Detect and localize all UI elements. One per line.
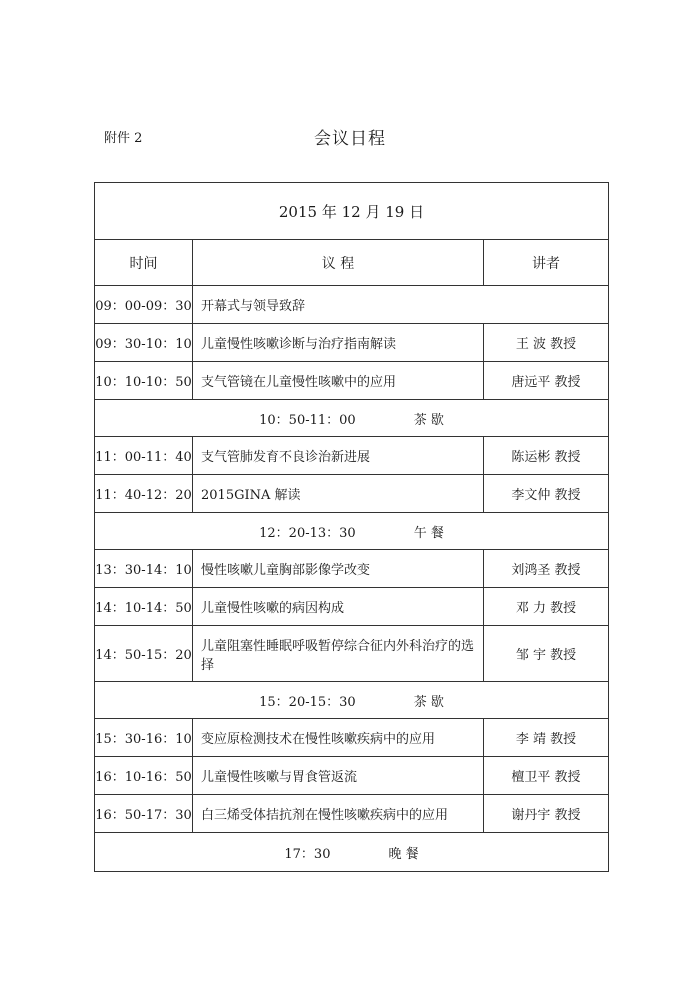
- row-speaker: 檀卫平 教授: [484, 757, 609, 795]
- row-topic: 儿童慢性咳嗽诊断与治疗指南解读: [193, 324, 484, 362]
- table-row: [95, 475, 609, 513]
- row-topic: 2015GINA 解读: [193, 475, 484, 513]
- break-row: [95, 513, 609, 550]
- row-time: 16：50-17：30: [95, 795, 193, 833]
- break-row: [95, 682, 609, 719]
- row-speaker: 王 波 教授: [484, 324, 609, 362]
- row-speaker: 李 靖 教授: [484, 719, 609, 757]
- row-topic: 慢性咳嗽儿童胸部影像学改变: [193, 550, 484, 588]
- table-row: [95, 362, 609, 400]
- row-speaker: 刘鸿圣 教授: [484, 550, 609, 588]
- table-row: [95, 795, 609, 833]
- header-agenda: 议 程: [193, 240, 484, 286]
- row-time: 15：30-16：10: [95, 719, 193, 757]
- row-speaker: 唐远平 教授: [484, 362, 609, 400]
- row-topic: 开幕式与领导致辞: [193, 286, 609, 324]
- row-topic: 变应原检测技术在慢性咳嗽疾病中的应用: [193, 719, 484, 757]
- header-speaker: 讲者: [484, 240, 609, 286]
- table-row: [95, 286, 609, 324]
- table-row: [95, 550, 609, 588]
- row-speaker: 谢丹宇 教授: [484, 795, 609, 833]
- break-time: 10：50-11：00: [259, 412, 356, 428]
- header-row: [95, 240, 609, 286]
- row-time: 09：30-10：10: [95, 324, 193, 362]
- break-time: 15：20-15：30: [259, 694, 356, 710]
- break-time: 17：30: [284, 846, 331, 862]
- table-row: [95, 719, 609, 757]
- row-time: 09：00-09：30: [95, 286, 193, 324]
- table-row: [95, 324, 609, 362]
- row-speaker: 邹 宇 教授: [484, 626, 609, 682]
- break-label: 茶 歇: [413, 412, 444, 428]
- break-time: 12：20-13：30: [259, 525, 356, 541]
- row-time: 13：30-14：10: [95, 550, 193, 588]
- row-time: 10：10-10：50: [95, 362, 193, 400]
- schedule-date: 2015 年 12 月 19 日: [95, 183, 609, 240]
- table-row: [95, 437, 609, 475]
- row-topic: 儿童阻塞性睡眠呼吸暂停综合征内外科治疗的选择: [193, 626, 484, 682]
- page-title: 会议日程: [314, 129, 386, 149]
- row-time: 14：10-14：50: [95, 588, 193, 626]
- schedule-table: [94, 182, 609, 872]
- row-speaker: 李文仲 教授: [484, 475, 609, 513]
- row-time: 14：50-15：20: [95, 626, 193, 682]
- row-speaker: 陈运彬 教授: [484, 437, 609, 475]
- row-time: 11：40-12：20: [95, 475, 193, 513]
- row-speaker: 邓 力 教授: [484, 588, 609, 626]
- row-topic: 支气管肺发育不良诊治新进展: [193, 437, 484, 475]
- row-topic: 儿童慢性咳嗽与胃食管返流: [193, 757, 484, 795]
- table-row: [95, 588, 609, 626]
- break-label: 茶 歇: [413, 694, 444, 710]
- break-label: 午 餐: [413, 525, 444, 541]
- row-topic: 儿童慢性咳嗽的病因构成: [193, 588, 484, 626]
- break-row: [95, 400, 609, 437]
- row-time: 11：00-11：40: [95, 437, 193, 475]
- date-row: [95, 183, 609, 240]
- row-time: 16：10-16：50: [95, 757, 193, 795]
- header-time: 时间: [95, 240, 193, 286]
- table-row: [95, 626, 609, 682]
- attachment-label: 附件 2: [104, 131, 143, 146]
- break-row: [95, 833, 609, 872]
- table-row: [95, 757, 609, 795]
- row-topic: 白三烯受体拮抗剂在慢性咳嗽疾病中的应用: [193, 795, 484, 833]
- break-label: 晚 餐: [388, 846, 419, 862]
- row-topic: 支气管镜在儿童慢性咳嗽中的应用: [193, 362, 484, 400]
